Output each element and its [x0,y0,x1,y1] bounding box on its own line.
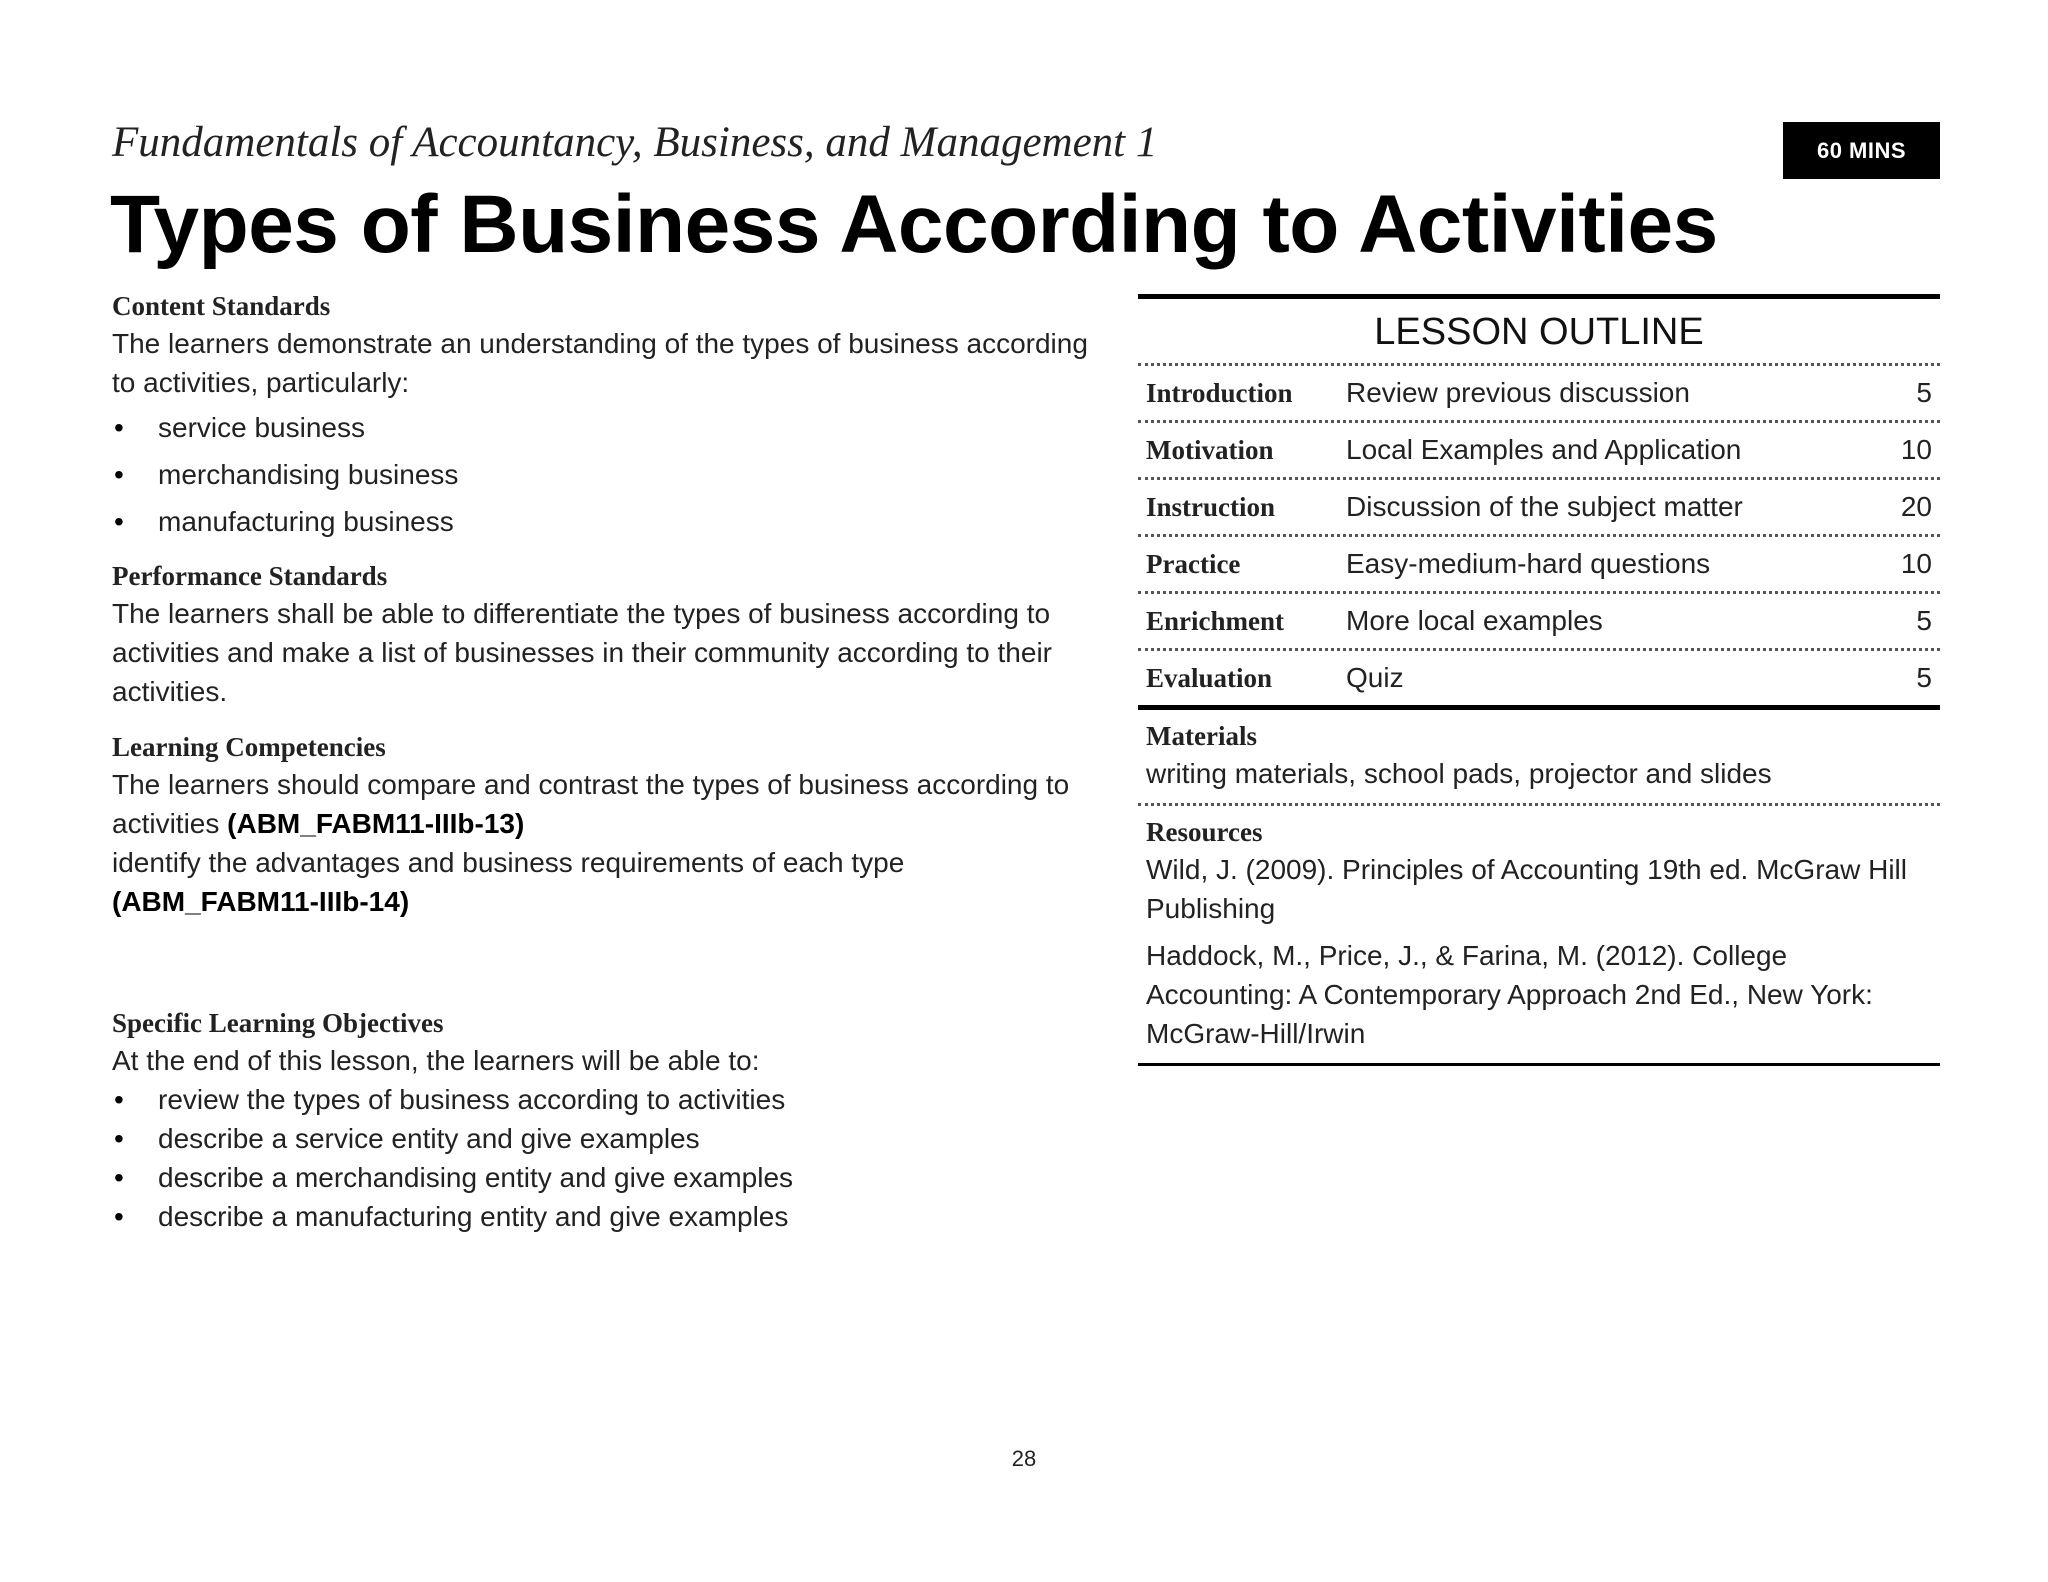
list-item: • describe a merchandising entity and give examples [112,1158,1112,1197]
content-standards-text: The learners demonstrate an understanding of the types of business according to activities, particularly: [112,328,1088,398]
outline-row-minutes: 10 [1900,548,1932,579]
outline-row-minutes: 5 [1916,377,1932,408]
performance-standards-text: The learners shall be able to differentiate the types of business according to activities and make a list of businesses in their community according to their activities. [112,598,1052,707]
materials-text: writing materials, school pads, projector and slides [1146,758,1772,789]
list-item: • merchandising business [112,451,1112,498]
content-standards-list [112,404,1112,545]
page-title: Types of Business According to Activities [110,179,1718,270]
outline-row-activity: Easy-medium-hard questions [1346,548,1711,579]
outline-row [1138,594,1940,648]
outline-row-minutes: 5 [1916,605,1932,636]
bottom-divider [1138,1063,1940,1066]
competency-code-1: (ABM_FABM11-IIIb-13) [227,808,525,839]
outline-row-activity: Quiz [1346,662,1404,693]
list-item: • manufacturing business [112,498,1112,545]
performance-standards-heading: Performance Standards [112,561,388,591]
materials-block [1138,710,1940,803]
materials-heading: Materials [1146,721,1257,751]
subject-title: Fundamentals of Accountancy, Business, and Management 1 [112,119,1158,166]
resources-heading: Resources [1146,817,1263,847]
list-item: • service business [112,404,1112,451]
list-item: • describe a service entity and give examples [112,1119,1112,1158]
competency-text-1: The learners should compare and contrast the types of business according to activities [112,769,1070,839]
outline-row-activity: Discussion of the subject matter [1346,491,1743,522]
outline-row [1138,537,1940,591]
lesson-outline-title: LESSON OUTLINE [1374,311,1704,353]
duration-badge: 60 MINS [1783,122,1940,179]
left-column [112,288,1112,1236]
outline-row-minutes: 10 [1900,434,1932,465]
outline-row [1138,480,1940,534]
objectives-heading: Specific Learning Objectives [112,1008,444,1038]
outline-row-minutes: 5 [1916,662,1932,693]
learning-competencies-heading: Learning Competencies [112,732,386,762]
outline-row [1138,651,1940,705]
outline-row-activity: Local Examples and Application [1346,434,1742,465]
outline-row-minutes: 20 [1900,491,1932,522]
resource-item: Haddock, M., Price, J., & Farina, M. (2012). College Accounting: A Contemporary Approach 2nd Ed., New York: McGraw-Hill/Irwin [1146,940,1873,1049]
outline-row-label: Enrichment [1146,605,1284,636]
resources-block [1138,806,1940,1063]
outline-row-activity: Review previous discussion [1346,377,1690,408]
content-standards-heading: Content Standards [112,291,331,321]
outline-row [1138,366,1940,420]
resource-item: Wild, J. (2009). Principles of Accounting 19th ed. McGraw Hill Publishing [1146,854,1907,924]
outline-row-activity: More local examples [1346,605,1603,636]
objectives-list [112,1080,1112,1236]
outline-row-label: Introduction [1146,377,1293,408]
competency-code-2: (ABM_FABM11-IIIb-14) [112,886,410,917]
competency-text-2: identify the advantages and business requirements of each type [112,847,905,878]
lesson-outline-panel [1138,294,1940,1066]
outline-row-label: Evaluation [1146,662,1273,693]
list-item: • review the types of business according to activities [112,1080,1112,1119]
outline-row-label: Instruction [1146,491,1276,522]
outline-row [1138,423,1940,477]
learning-competencies-text [112,765,1112,921]
objectives-intro: At the end of this lesson, the learners will be able to: [112,1045,760,1076]
list-item: • describe a manufacturing entity and give examples [112,1197,1112,1236]
outline-row-label: Practice [1146,548,1241,579]
page-number: 28 [1011,1446,1037,1471]
outline-row-label: Motivation [1146,434,1274,465]
